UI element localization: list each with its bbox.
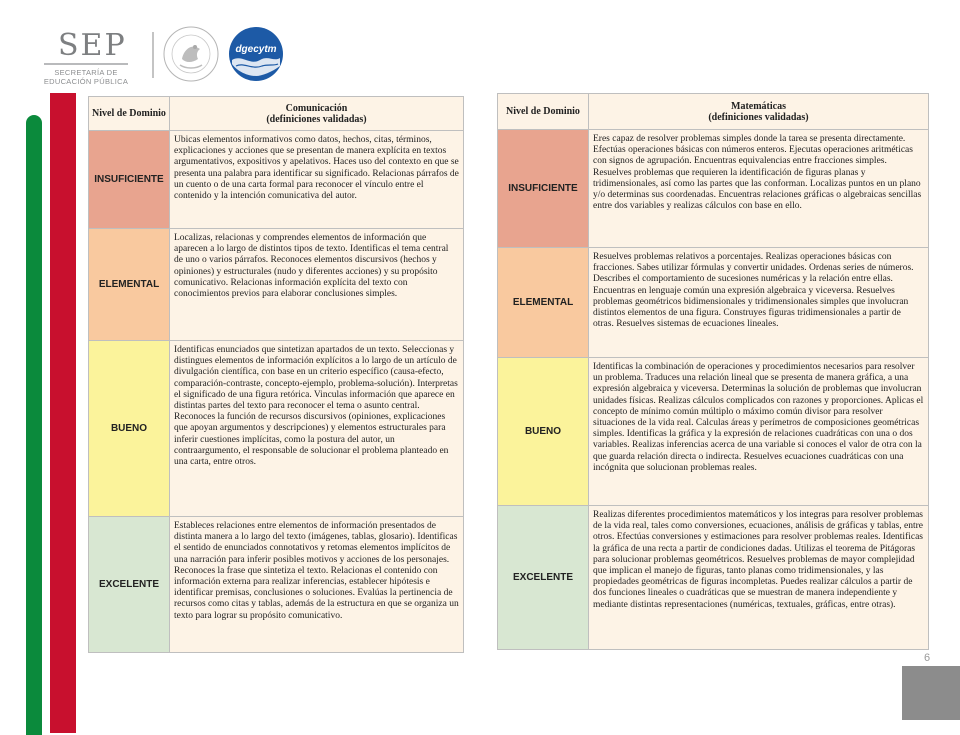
- table-row: [89, 341, 464, 517]
- level-column-header: [498, 94, 589, 130]
- definition-header-title: Comunicación: [285, 102, 348, 114]
- green-stripe: [26, 115, 42, 735]
- level-cell-excelente: EXCELENTE: [498, 506, 589, 650]
- table-row: [89, 131, 464, 229]
- definition-cell: Ubicas elementos informativos como datos, hechos, citas, términos, explicaciones y acciones que se presentan de manera explícita en textos argumentativos, expositivos y apelativos. Haces uso del contexto en que se presenta una palabra para identificar su significado. Relacionas párrafos de un cuento o de una carta formal para reconocer el vínculo entre el contenido y la intención comunicativa del autor.: [170, 131, 464, 229]
- sep-logo: [40, 28, 140, 86]
- header: [0, 0, 960, 90]
- level-cell-insuficiente: INSUFICIENTE: [498, 130, 589, 248]
- communication-table: [88, 96, 464, 653]
- definition-cell: Resuelves problemas relativos a porcentajes. Realizas operaciones básicas con fracciones. Sabes utilizar fórmulas y convertir unidades. Ordenas series de números. Describes el comportamiento de sucesiones numéricas y la relación entre ellas. Encuentras en lenguaje común una expresión algebraica y viceversa. Resuelves problemas geométricos bidimensionales y tridimensionales simples que involucran distintos elementos de una figura. Construyes figuras tridimensionales a partir de otras. Resuelves sistemas de ecuaciones lineales.: [589, 248, 929, 358]
- math-table: [497, 93, 929, 650]
- definition-cell: Eres capaz de resolver problemas simples donde la tarea se presenta directamente. Efectúas operaciones básicas con números enteros. Ejecutas operaciones aritméticas con signos de agrupación. Encuentras equivalencias entre fracciones simples. Resuelves problemas que requieren la identificación de figuras planas y tridimensionales, así como las partes que las conforman. Localizas puntos en un plano y/o determinas sus coordenadas. Encuentras relaciones gráficas o algebraicas sencillas entre dos variables y realizas cálculos con base en ello.: [589, 130, 929, 248]
- level-cell-bueno: BUENO: [89, 341, 170, 517]
- corner-gray-block: [902, 666, 960, 720]
- table-row: [89, 517, 464, 653]
- page-number: 6: [924, 652, 931, 664]
- table-row: [498, 130, 929, 248]
- definition-cell: Realizas diferentes procedimientos matemáticos y los integras para resolver problemas de la vida real, tales como conversiones, ecuaciones, análisis de gráficas y tablas, entre otros. Efectúas conversiones y estimaciones para resolver problemas reales. Identificas la gráfica de una recta a partir de condiciones dadas. Utilizas el teorema de Pitágoras para solucionar problemas geométricos. Resuelves problemas de mayor complejidad que implican el manejo de figuras, tanto planas como tridimensionales, y las propiedades geométricas de figuras incompletas. Puedes realizar cálculos a partir de dos funciones lineales o cuadráticas que se muestran de manera independiente y mediante distintas representaciones (numéricas, textuales, gráficas, entre otras).: [589, 506, 929, 650]
- table-row: [498, 358, 929, 506]
- level-cell-bueno: BUENO: [498, 358, 589, 506]
- sep-logo-text: SEP: [58, 28, 127, 63]
- level-cell-excelente: EXCELENTE: [89, 517, 170, 653]
- definition-header-subtitle: (definiciones validadas): [266, 113, 367, 125]
- definition-header-title: Matemáticas: [731, 100, 786, 112]
- definition-cell: Identificas la combinación de operaciones y procedimientos necesarios para resolver un problema. Traduces una relación lineal que se presenta de manera gráfica, a una expresión algebraica y viceversa. Determinas la solución de problemas que involucran unidades físicas. Realizas cálculos complicados con razones y proporciones. Aplicas el concepto de mínimo común múltiplo o máximo común divisor para resolver situaciones de la vida real. Calculas áreas y perímetros de composiciones geométricas simples. Identificas la gráfica y la expresión de relaciones cuadráticas con una o dos variables. Realizas inferencias acerca de una variable si conoces el valor de otra con la que guarda relación directa o indirecta. Resuelves ecuaciones cuadráticas con una incógnita que solucionan problemas reales.: [589, 358, 929, 506]
- definition-column-header: [170, 97, 464, 131]
- header-divider: [152, 32, 154, 78]
- definition-cell: Identificas enunciados que sintetizan apartados de un texto. Seleccionas y distingues elementos de información explícitos a lo largo de un artículo de divulgación científica, con base en un criterio específico (causa-efecto, comparación-contraste, concepto-ejemplo, problema-solución). Interpretas el significado de una figura retórica. Vinculas información que aparece en distintas partes del texto para reconocer el tema o asunto central. Reconoces la función de recursos discursivos (opiniones, explicaciones que apoyan argumentos y descripciones) y elementos estructurales para inferir cuestiones implícitas, como la postura del autor, un contraargumento, el responsable de solucionar el problema planteado en una carta, entre otros.: [170, 341, 464, 517]
- definition-cell: Estableces relaciones entre elementos de información presentados de distinta manera a lo largo del texto (imágenes, tablas, glosario). Identificas el sentido de enunciados connotativos y retomas elementos implícitos de una narración para inferir posibles motivos y acciones de los personajes. Reconoces la frase que sintetiza el texto. Relacionas el contenido con información externa para realizar inferencias, establecer hipótesis e identificar premisas, conclusiones o soluciones. Evalúas la pertinencia de recursos como citas y tablas, además de la estructura en que se organiza un texto para lograr su propósito comunicativo.: [170, 517, 464, 653]
- sep-subtitle-2: EDUCACIÓN PÚBLICA: [43, 77, 129, 86]
- definition-column-header: [589, 94, 929, 130]
- sep-subtitle-1: SECRETARÍA DE: [54, 68, 118, 77]
- dgecytm-logo-icon: [228, 26, 284, 82]
- level-cell-elemental: ELEMENTAL: [498, 248, 589, 358]
- dgecytm-logo-text: dgecytm: [235, 44, 277, 55]
- sep-logo-rule: [44, 63, 128, 65]
- level-header-text: Nivel de Dominio: [506, 106, 580, 117]
- table-header-row: [89, 97, 464, 131]
- table-header-row: [498, 94, 929, 130]
- table-row: [89, 229, 464, 341]
- table-row: [498, 248, 929, 358]
- level-column-header: [89, 97, 170, 131]
- level-cell-elemental: ELEMENTAL: [89, 229, 170, 341]
- level-cell-insuficiente: INSUFICIENTE: [89, 131, 170, 229]
- level-header-text: Nivel de Dominio: [92, 108, 166, 119]
- red-stripe: [50, 93, 76, 733]
- table-row: [498, 506, 929, 650]
- mexican-seal-icon: [162, 25, 220, 83]
- definition-header-subtitle: (definiciones validadas): [708, 111, 809, 123]
- definition-cell: Localizas, relacionas y comprendes elementos de información que aparecen a lo largo de distintos tipos de texto. Identificas el tema central de uno o varios párrafos. Reconoces elementos discursivos (hechos y opiniones) y estructurales (nudo y diferentes acciones) y su propósito comunicativo. Relacionas información explícita del texto con conocimientos previos para elaborar conclusiones simples.: [170, 229, 464, 341]
